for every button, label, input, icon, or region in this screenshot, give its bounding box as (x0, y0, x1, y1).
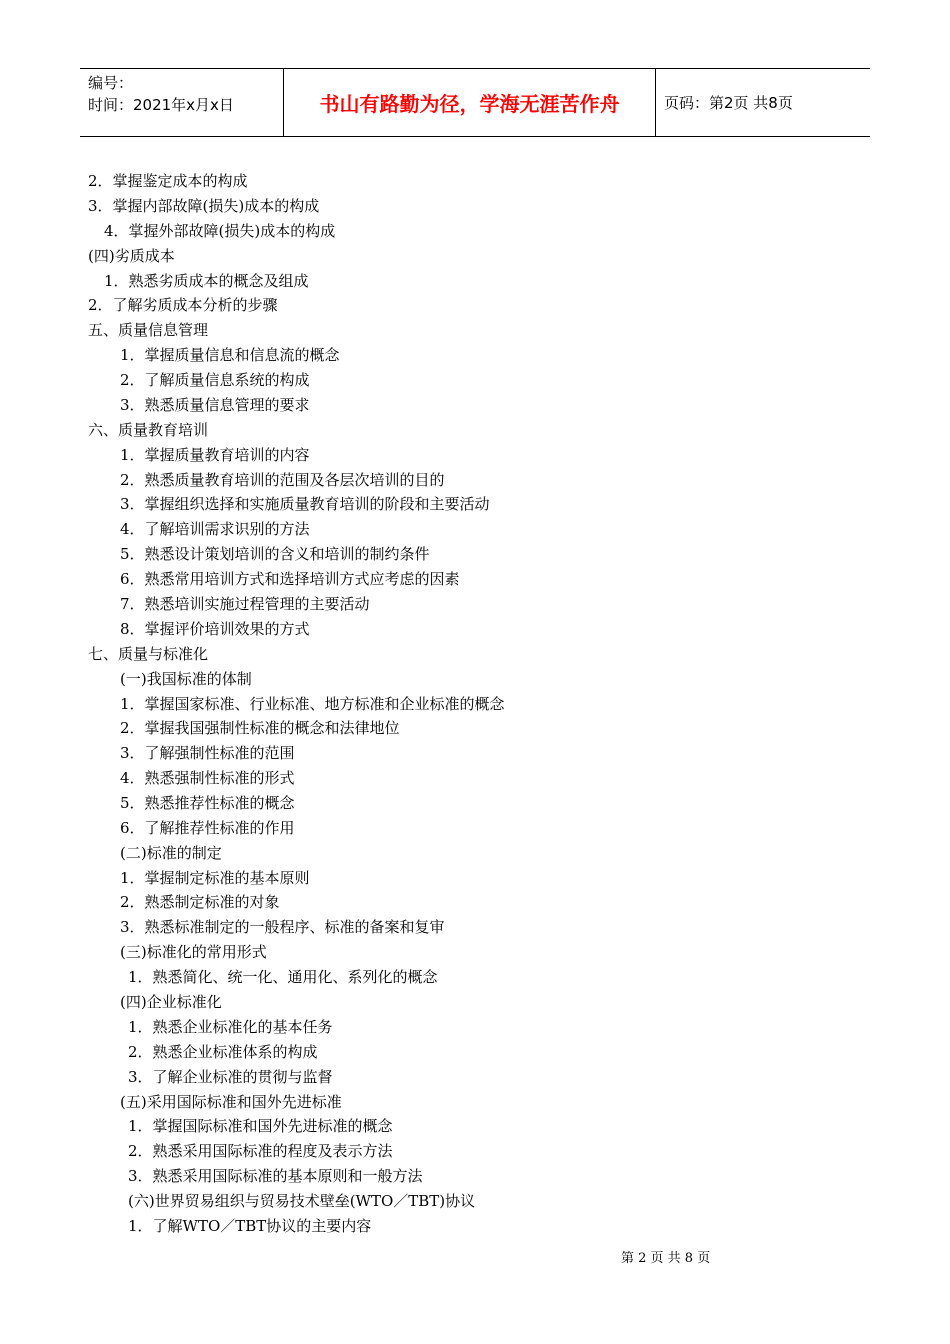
page-footer: 第 2 页 共 8 页 (621, 1251, 711, 1266)
text-line: 6．熟悉常用培训方式和选择培训方式应考虑的因素 (120, 570, 460, 588)
header-info (88, 72, 234, 116)
text-line: 1．掌握质量信息和信息流的概念 (120, 346, 340, 364)
text-line: (四)企业标准化 (120, 993, 222, 1011)
text-line: (六)世界贸易组织与贸易技术壁垒(WTO／TBT)协议 (128, 1192, 476, 1210)
header-divider (655, 69, 656, 136)
text-line: 1．掌握国家标准、行业标准、地方标准和企业标准的概念 (120, 695, 505, 713)
text-line: 3．熟悉标准制定的一般程序、标准的备案和复审 (120, 918, 445, 936)
text-line: (四)劣质成本 (88, 247, 175, 265)
text-line: 3．熟悉采用国际标准的基本原则和一般方法 (128, 1167, 423, 1185)
text-line: 6．了解推荐性标准的作用 (120, 819, 295, 837)
time-label: 时间：2021年x月x日 (88, 96, 234, 114)
text-line: 3．熟悉质量信息管理的要求 (120, 396, 310, 414)
text-line: 3．了解企业标准的贯彻与监督 (128, 1068, 333, 1086)
page-header (80, 68, 870, 137)
text-line: 4．掌握外部故障(损失)成本的构成 (104, 222, 336, 240)
text-line: 7．熟悉培训实施过程管理的主要活动 (120, 595, 370, 613)
text-line: 1．熟悉企业标准化的基本任务 (128, 1018, 333, 1036)
text-line: 2．了解质量信息系统的构成 (120, 371, 310, 389)
code-label: 编号： (88, 74, 134, 92)
text-line: 1．掌握国际标准和国外先进标准的概念 (128, 1117, 393, 1135)
text-line: (一)我国标准的体制 (120, 670, 252, 688)
text-line: 2．掌握鉴定成本的构成 (88, 172, 248, 190)
text-line: (三)标准化的常用形式 (120, 943, 267, 961)
text-line: 3．了解强制性标准的范围 (120, 744, 295, 762)
text-line: 六、质量教育培训 (88, 421, 209, 439)
header-page-label: 页码：第2页 共8页 (664, 94, 793, 112)
text-line: 3．掌握组织选择和实施质量教育培训的阶段和主要活动 (120, 495, 490, 513)
text-line: 1．熟悉劣质成本的概念及组成 (104, 272, 309, 290)
text-line: 4．了解培训需求识别的方法 (120, 520, 310, 538)
text-line: 1．熟悉简化、统一化、通用化、系列化的概念 (128, 968, 438, 986)
text-line: 3．掌握内部故障(损失)成本的构成 (88, 197, 320, 215)
text-line: 4．熟悉强制性标准的形式 (120, 769, 295, 787)
text-line: 2．熟悉质量教育培训的范围及各层次培训的目的 (120, 471, 445, 489)
text-line: 2．熟悉制定标准的对象 (120, 893, 280, 911)
text-line: 七、质量与标准化 (88, 645, 209, 663)
text-line: 5．熟悉推荐性标准的概念 (120, 794, 295, 812)
text-line: 1．掌握质量教育培训的内容 (120, 446, 310, 464)
text-line: 8．掌握评价培训效果的方式 (120, 620, 310, 638)
text-line: (五)采用国际标准和国外先进标准 (120, 1093, 342, 1111)
text-line: 五、质量信息管理 (88, 321, 209, 339)
header-motto: 书山有路勤为径，学海无涯苦作舟 (319, 92, 620, 116)
text-line: 2．掌握我国强制性标准的概念和法律地位 (120, 719, 400, 737)
text-line: 2．熟悉采用国际标准的程度及表示方法 (128, 1142, 393, 1160)
text-line: 1．掌握制定标准的基本原则 (120, 869, 310, 887)
text-line: 5．熟悉设计策划培训的含义和培训的制约条件 (120, 545, 430, 563)
text-line: (二)标准的制定 (120, 844, 222, 862)
text-line: 1．了解WTO／TBT协议的主要内容 (128, 1217, 372, 1235)
text-line: 2．熟悉企业标准体系的构成 (128, 1043, 318, 1061)
text-line: 2．了解劣质成本分析的步骤 (88, 296, 278, 314)
